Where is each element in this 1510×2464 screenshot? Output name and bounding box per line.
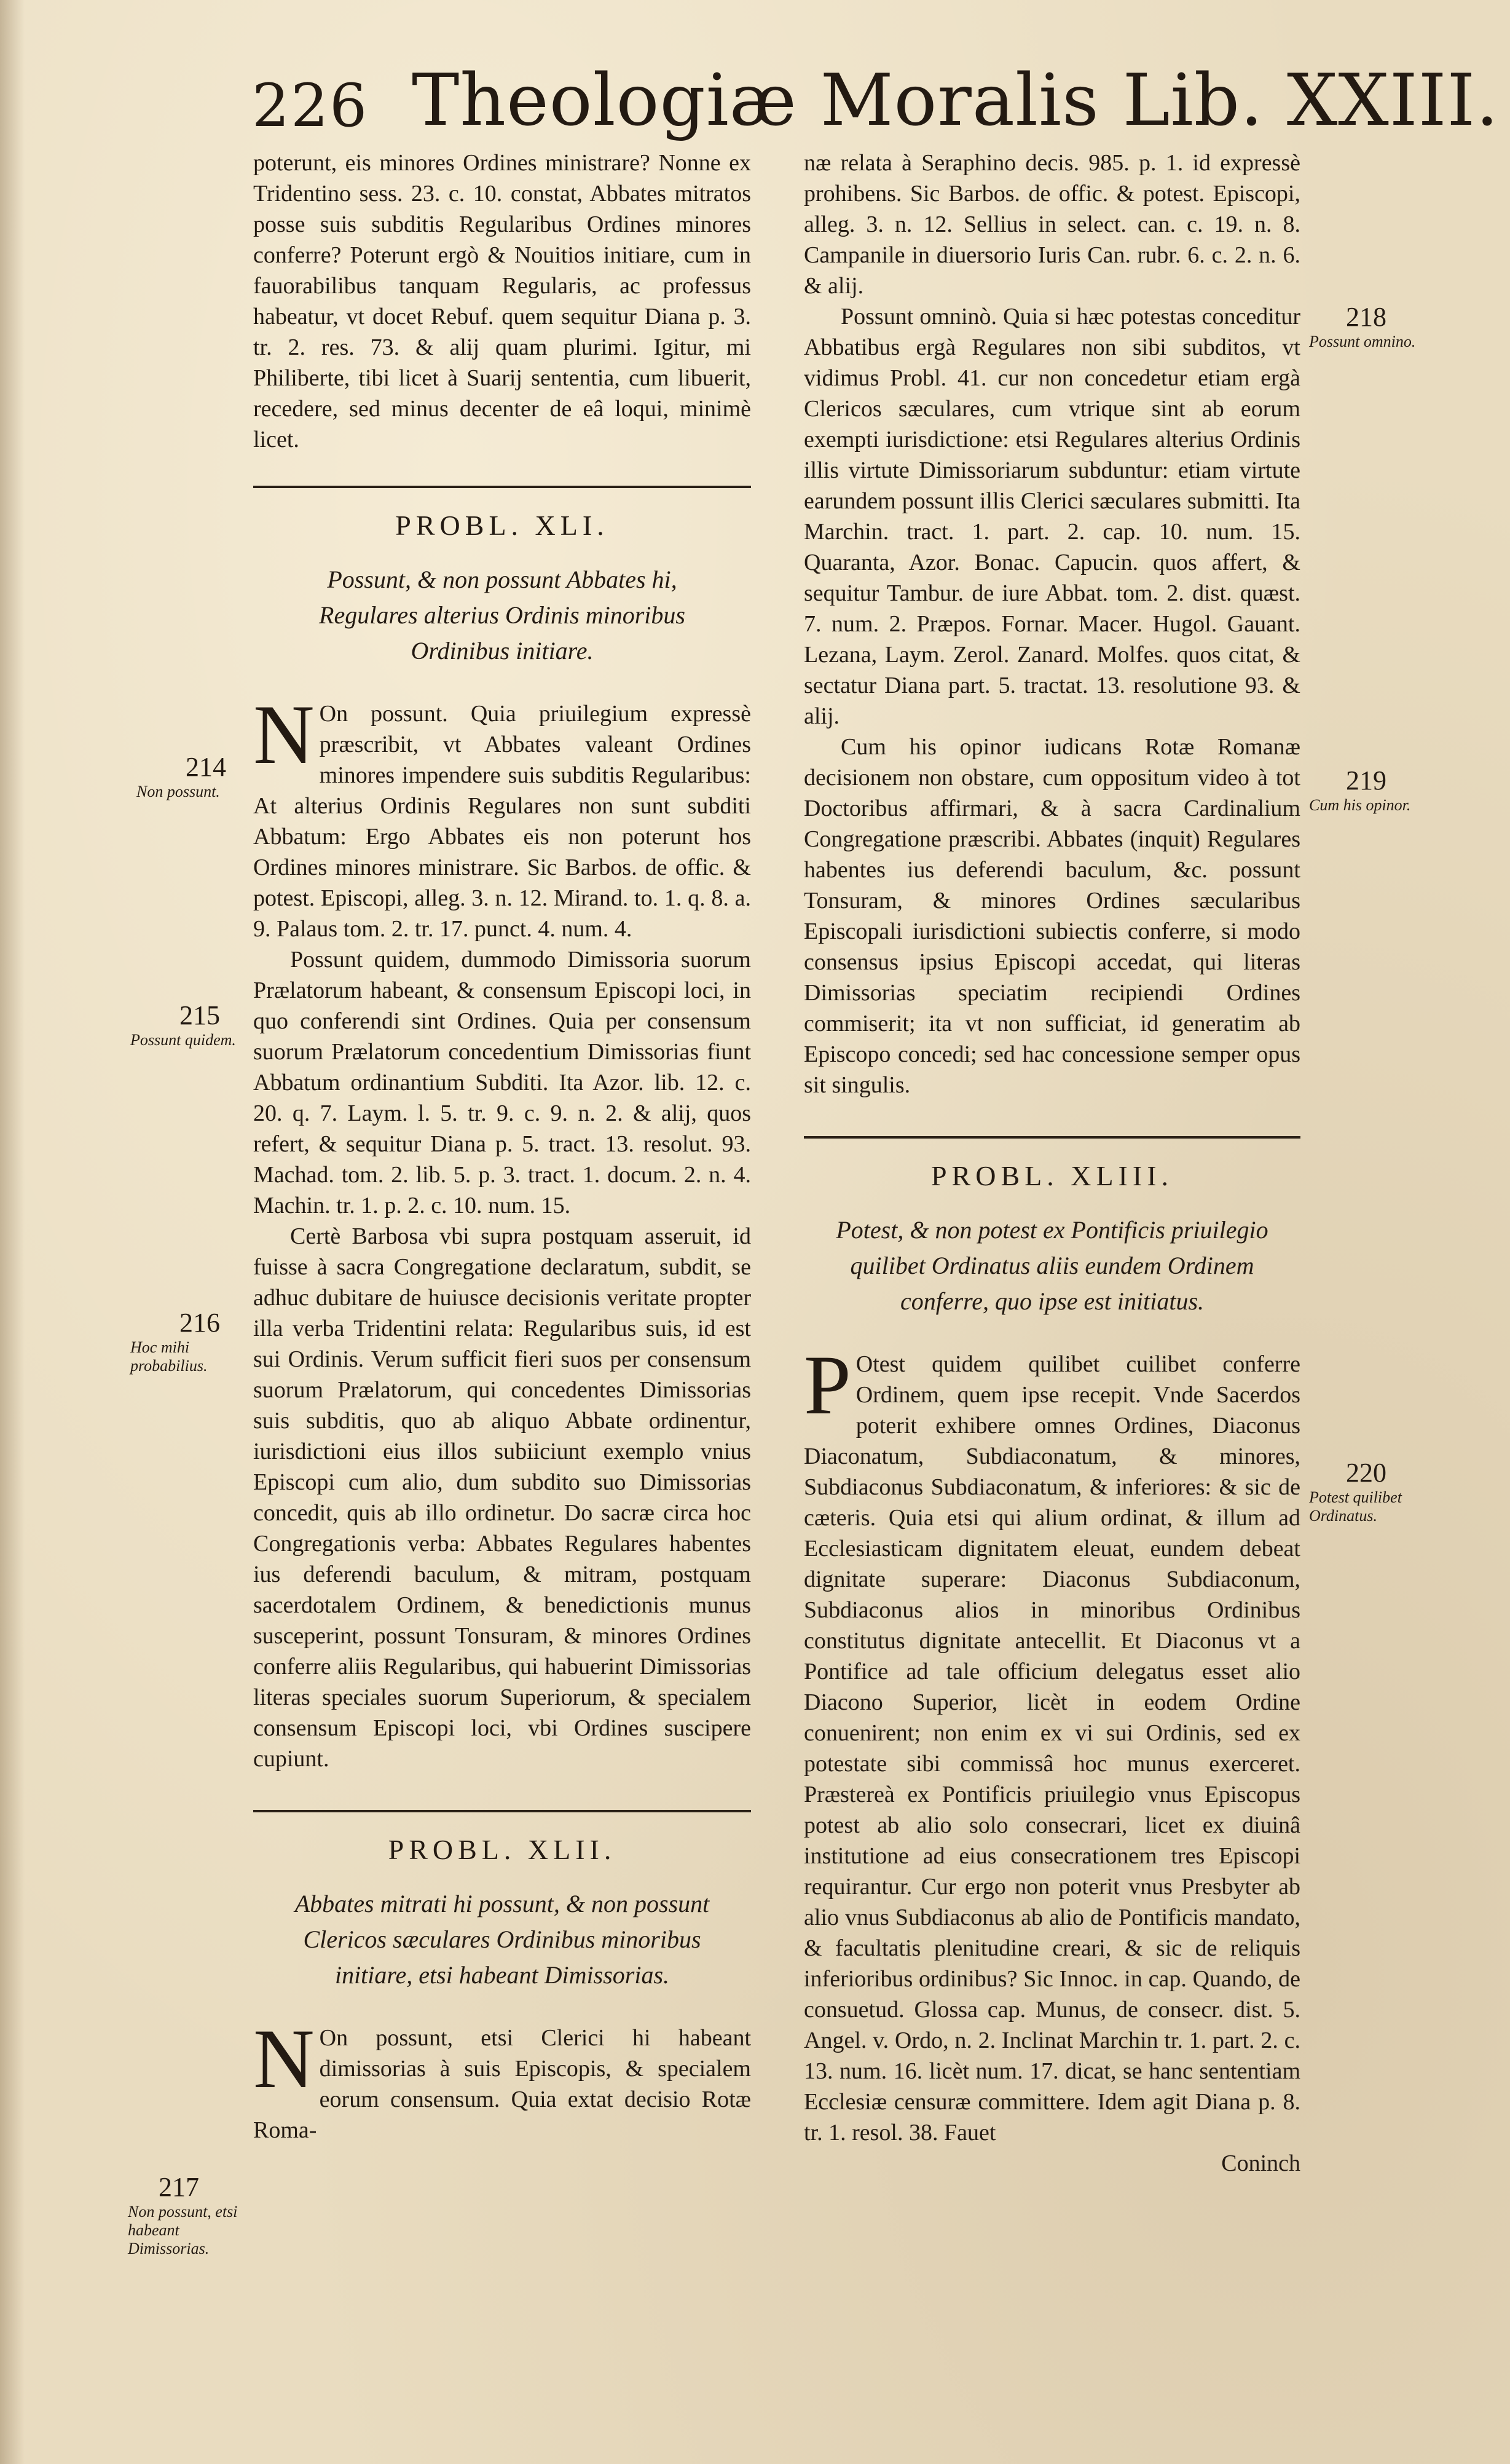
margin-note-216 bbox=[130, 1307, 247, 1375]
paragraph-217 bbox=[253, 2012, 751, 2146]
margin-note-217 bbox=[128, 2171, 245, 2258]
margin-note-text: Non possunt. bbox=[136, 783, 220, 800]
paragraph-220-text: Otest quidem quilibet cuilibet conferre Ordinem, quem ipse recepit. Vnde Sacerdos poterit exhibere omnes Ordines, Diaconus Diaconatum, Subdiaconatum, & minores, Subdiaconus Subdiaconatum, & inferiores: & sic de cæteris. Quia etsi qui alium ordinat, & illum ad Ecclesiasticam dignitatem eleuat, eundem debeat dignitate superare: Diaconus Subdiaconum, Subdiaconus alios in minoribus Ordinibus constitutus dignitate antecellit. Et Diaconus vt a Pontifice ad tale officium delegatus esset alio Diacono Superior, licèt in eodem Ordine conuenirent; non enim ex vi sui Ordinis, sed ex potestate sibi commissâ hoc munus exerceret. Præstereà ex Pontificis priuilegio vnus Episcopus potest ab alio solo consecrari, licet ex diuinâ institutione ad eius consecrationem tres Episcopi requirantur. Cur ergo non poterit vnus Presbyter ab alio vnus Subdiaconus ab alio de Pontificis mandato, & facultatis plenitudine creari, & sic de reliquis inferioribus ordinibus? Sic Innoc. in cap. Quando, de consuetud. Glossa cap. Munus, de consecr. dist. 5. Angel. v. Ordo, n. 2. Inclinat Marchin tr. 1. part. 2. c. 13. num. 16. licèt num. 17. dicat, se hanc sententiam Ecclesiæ censuræ committere. Idem agit Diana p. 8. tr. 1. resol. 38. Fauet bbox=[804, 1351, 1300, 2146]
right-intro-paragraph: næ relata à Seraphino decis. 985. p. 1. id expressè prohibens. Sic Barbos. de offic. & potest. Episcopi, alleg. 3. n. 12. Sellius in select. can. c. 19. n. 8. Campanile in diuersorio Iuris Can. rubr. 6. c. 2. n. 6. & alij. bbox=[804, 150, 1300, 299]
section-rule bbox=[253, 486, 751, 488]
margin-note-215 bbox=[130, 1000, 247, 1049]
drop-cap: P bbox=[804, 1338, 851, 1432]
margin-number: 219 bbox=[1346, 765, 1386, 796]
paragraph-218: Possunt omninò. Quia si hæc potestas conceditur Abbatibus ergà Regulares non sibi subditos, vt vidimus Probl. 41. cur non concedetur etiam ergà Clericos sæculares, cum vtrique sint ab eorum exempti iurisdictione: etsi Regulares alterius Ordinis illis virtute Dimissoriarum subduntur: etiam virtute earundem possunt illis Clerici sæculares submitti. Ita Marchin. tract. 1. part. 2. cap. 10. num. 15. Quaranta, Azor. Bonac. Capucin. quos affert, & sequitur Tambur. de iure Abbat. tom. 2. dist. quæst. 7. num. 2. Præpos. Fornar. Macer. Hugol. Gauant. Lezana, Laym. Zerol. Zanard. Molfes. quos citat, & sectatur Diana part. 5. tractat. 13. resolutione 93. & alij. bbox=[804, 304, 1300, 729]
paragraph-214-text: On possunt. Quia priuilegium expressè præscribit, vt Abbates valeant Ordines minores impendere suis subditis Regularibus: At alterius Ordinis Regulares non sunt subditi Abbatum: Ergo Abbates eis non poterunt hos Ordines minores ministrare. Sic Barbos. de offic. & potest. Episcopi, alleg. 3. n. 12. Mirand. to. 1. q. 8. a. 9. Palaus tom. 2. tr. 17. punct. 4. num. 4. bbox=[253, 701, 751, 942]
margin-number: 217 bbox=[159, 2172, 199, 2202]
margin-note-text: Possunt quidem. bbox=[130, 1031, 236, 1049]
probl-41-summary: Possunt, & non possunt Abbates hi, Regulares alterius Ordinis minoribus Ordinibus initiare. bbox=[319, 566, 685, 665]
left-intro-paragraph: poterunt, eis minores Ordines ministrare? Nonne ex Tridentino sess. 23. c. 10. constat, Abbates mitratos posse suis subditis Regularibus Ordines minores conferre? Poterunt ergò & Nouitios initiare, cum in fauorabilibus tanquam Regularis, ac professus habeatur, vt docet Rebuf. quem sequitur Diana p. 3. tr. 2. res. 73. & alij quam plurimi. Igitur, mi Philiberte, tibi licet à Suarij sententia, cum libuerit, recedere, sed minus decenter de eâ loqui, minimè licet. bbox=[253, 150, 751, 452]
section-rule bbox=[253, 1810, 751, 1812]
margin-number: 216 bbox=[179, 1308, 220, 1338]
margin-note-text: Potest quilibet Ordinatus. bbox=[1309, 1488, 1402, 1525]
right-column bbox=[804, 148, 1300, 2179]
margin-note-text: Cum his opinor. bbox=[1309, 796, 1411, 814]
paragraph-219: Cum his opinor iudicans Rotæ Romanæ decisionem non obstare, cum oppositum video à tot Doctoribus affirmari, & à sacra Cardinalium Congregatione præscribi. Abbates (inquit) Regulares habentes ius deferendi baculum, &c. possunt Tonsuram, & minores Ordines sæcularibus Episcopali iurisdictioni subiectis conferre, si modo consensus ipsius Episcopi accedat, qui literas Dimissorias speciatim recipiendi Ordines commiserit; ita vt non sufficiat, id generatim ab Episcopo concedi; sed hac concessione semper opus sit singulis. bbox=[804, 734, 1300, 1098]
margin-note-text: Hoc mihi probabilius. bbox=[130, 1338, 208, 1375]
catchword: Coninch bbox=[1221, 2150, 1300, 2176]
paragraph-217-text: On possunt, etsi Clerici hi habeant dimissorias à suis Episcopis, & specialem eorum consensum. Quia extat decisio Rotæ Roma- bbox=[253, 2025, 751, 2143]
probl-43-title: PROBL. XLIII. bbox=[930, 1160, 1174, 1191]
probl-41-title: PROBL. XLI. bbox=[395, 510, 609, 541]
paragraph-214 bbox=[253, 687, 751, 944]
margin-note-220 bbox=[1309, 1457, 1426, 1525]
margin-number: 215 bbox=[179, 1000, 220, 1030]
probl-42-summary: Abbates mitrati hi possunt, & non possunt Clericos sæculares Ordinibus minoribus initiare, etsi habeant Dimissorias. bbox=[294, 1890, 710, 1989]
margin-note-219 bbox=[1309, 765, 1426, 815]
paragraph-220 bbox=[804, 1338, 1300, 2148]
drop-cap: N bbox=[253, 687, 315, 781]
page-header bbox=[252, 59, 1500, 151]
page-edge-shadow bbox=[0, 0, 25, 2464]
margin-note-218 bbox=[1309, 301, 1426, 351]
margin-number: 214 bbox=[186, 752, 226, 782]
running-title: Theologiæ Moralis Lib. XXIII. bbox=[412, 59, 1500, 142]
page-number: 226 bbox=[252, 71, 369, 140]
section-rule bbox=[804, 1136, 1300, 1139]
margin-note-214 bbox=[136, 751, 247, 801]
probl-43-summary: Potest, & non potest ex Pontificis priuilegio quilibet Ordinatus aliis eundem Ordinem conferre, quo ipse est initiatus. bbox=[836, 1216, 1268, 1315]
margin-number: 218 bbox=[1346, 302, 1386, 332]
left-column bbox=[253, 148, 751, 2146]
margin-number: 220 bbox=[1346, 1458, 1386, 1488]
margin-note-text: Non possunt, etsi habeant Dimissorias. bbox=[128, 2203, 238, 2257]
probl-42-title: PROBL. XLII. bbox=[388, 1834, 616, 1865]
paragraph-216: Certè Barbosa vbi supra postquam asseruit, id fuisse à sacra Congregatione declaratum, subdit, se adhuc dubitare de huiusce decisionis veritate propter illa verba Tridentini relata: Regularibus suis, id est sui Ordinis. Verum sufficit fieri suos per consensum suorum Prælatorum, qui concedentes Dimissorias suis subditis, quo ab aliquo Abbate ordinentur, iurisdictioni eius illos subiiciunt exemplo vnius Episcopi cum alio, dum subdito suo Dimissorias concedit, quis ab illo ordinetur. Do sacræ circa hoc Congregationis verba: Abbates Regulares habentes ius deferendi baculum, & mitram, postquam sacerdotalem Ordinem, & benedictionis munus susceperint, possunt Tonsuram, & minores Ordines conferre aliis Regularibus, qui habuerint Dimissorias literas speciales suorum Superiorum, & specialem consensum Episcopi loci, vbi Ordines suscipere cupiunt. bbox=[253, 1223, 751, 1772]
margin-note-text: Possunt omnino. bbox=[1309, 333, 1416, 350]
drop-cap: N bbox=[253, 2012, 315, 2106]
paragraph-215: Possunt quidem, dummodo Dimissoria suorum Prælatorum habeant, & consensum Episcopi loci, in quo conferendi sint Ordines. Quia per consensum suorum Prælatorum concedentium Dimissorias fiunt Abbatum ordinantium Subditi. Ita Azor. lib. 12. c. 20. q. 7. Laym. l. 5. tr. 9. c. 9. n. 2. & alij, quos refert, & sequitur Diana p. 5. tract. 13. resolut. 93. Machad. tom. 2. lib. 5. p. 3. tract. 1. docum. 2. n. 4. Machin. tr. 1. p. 2. c. 10. num. 15. bbox=[253, 947, 751, 1218]
